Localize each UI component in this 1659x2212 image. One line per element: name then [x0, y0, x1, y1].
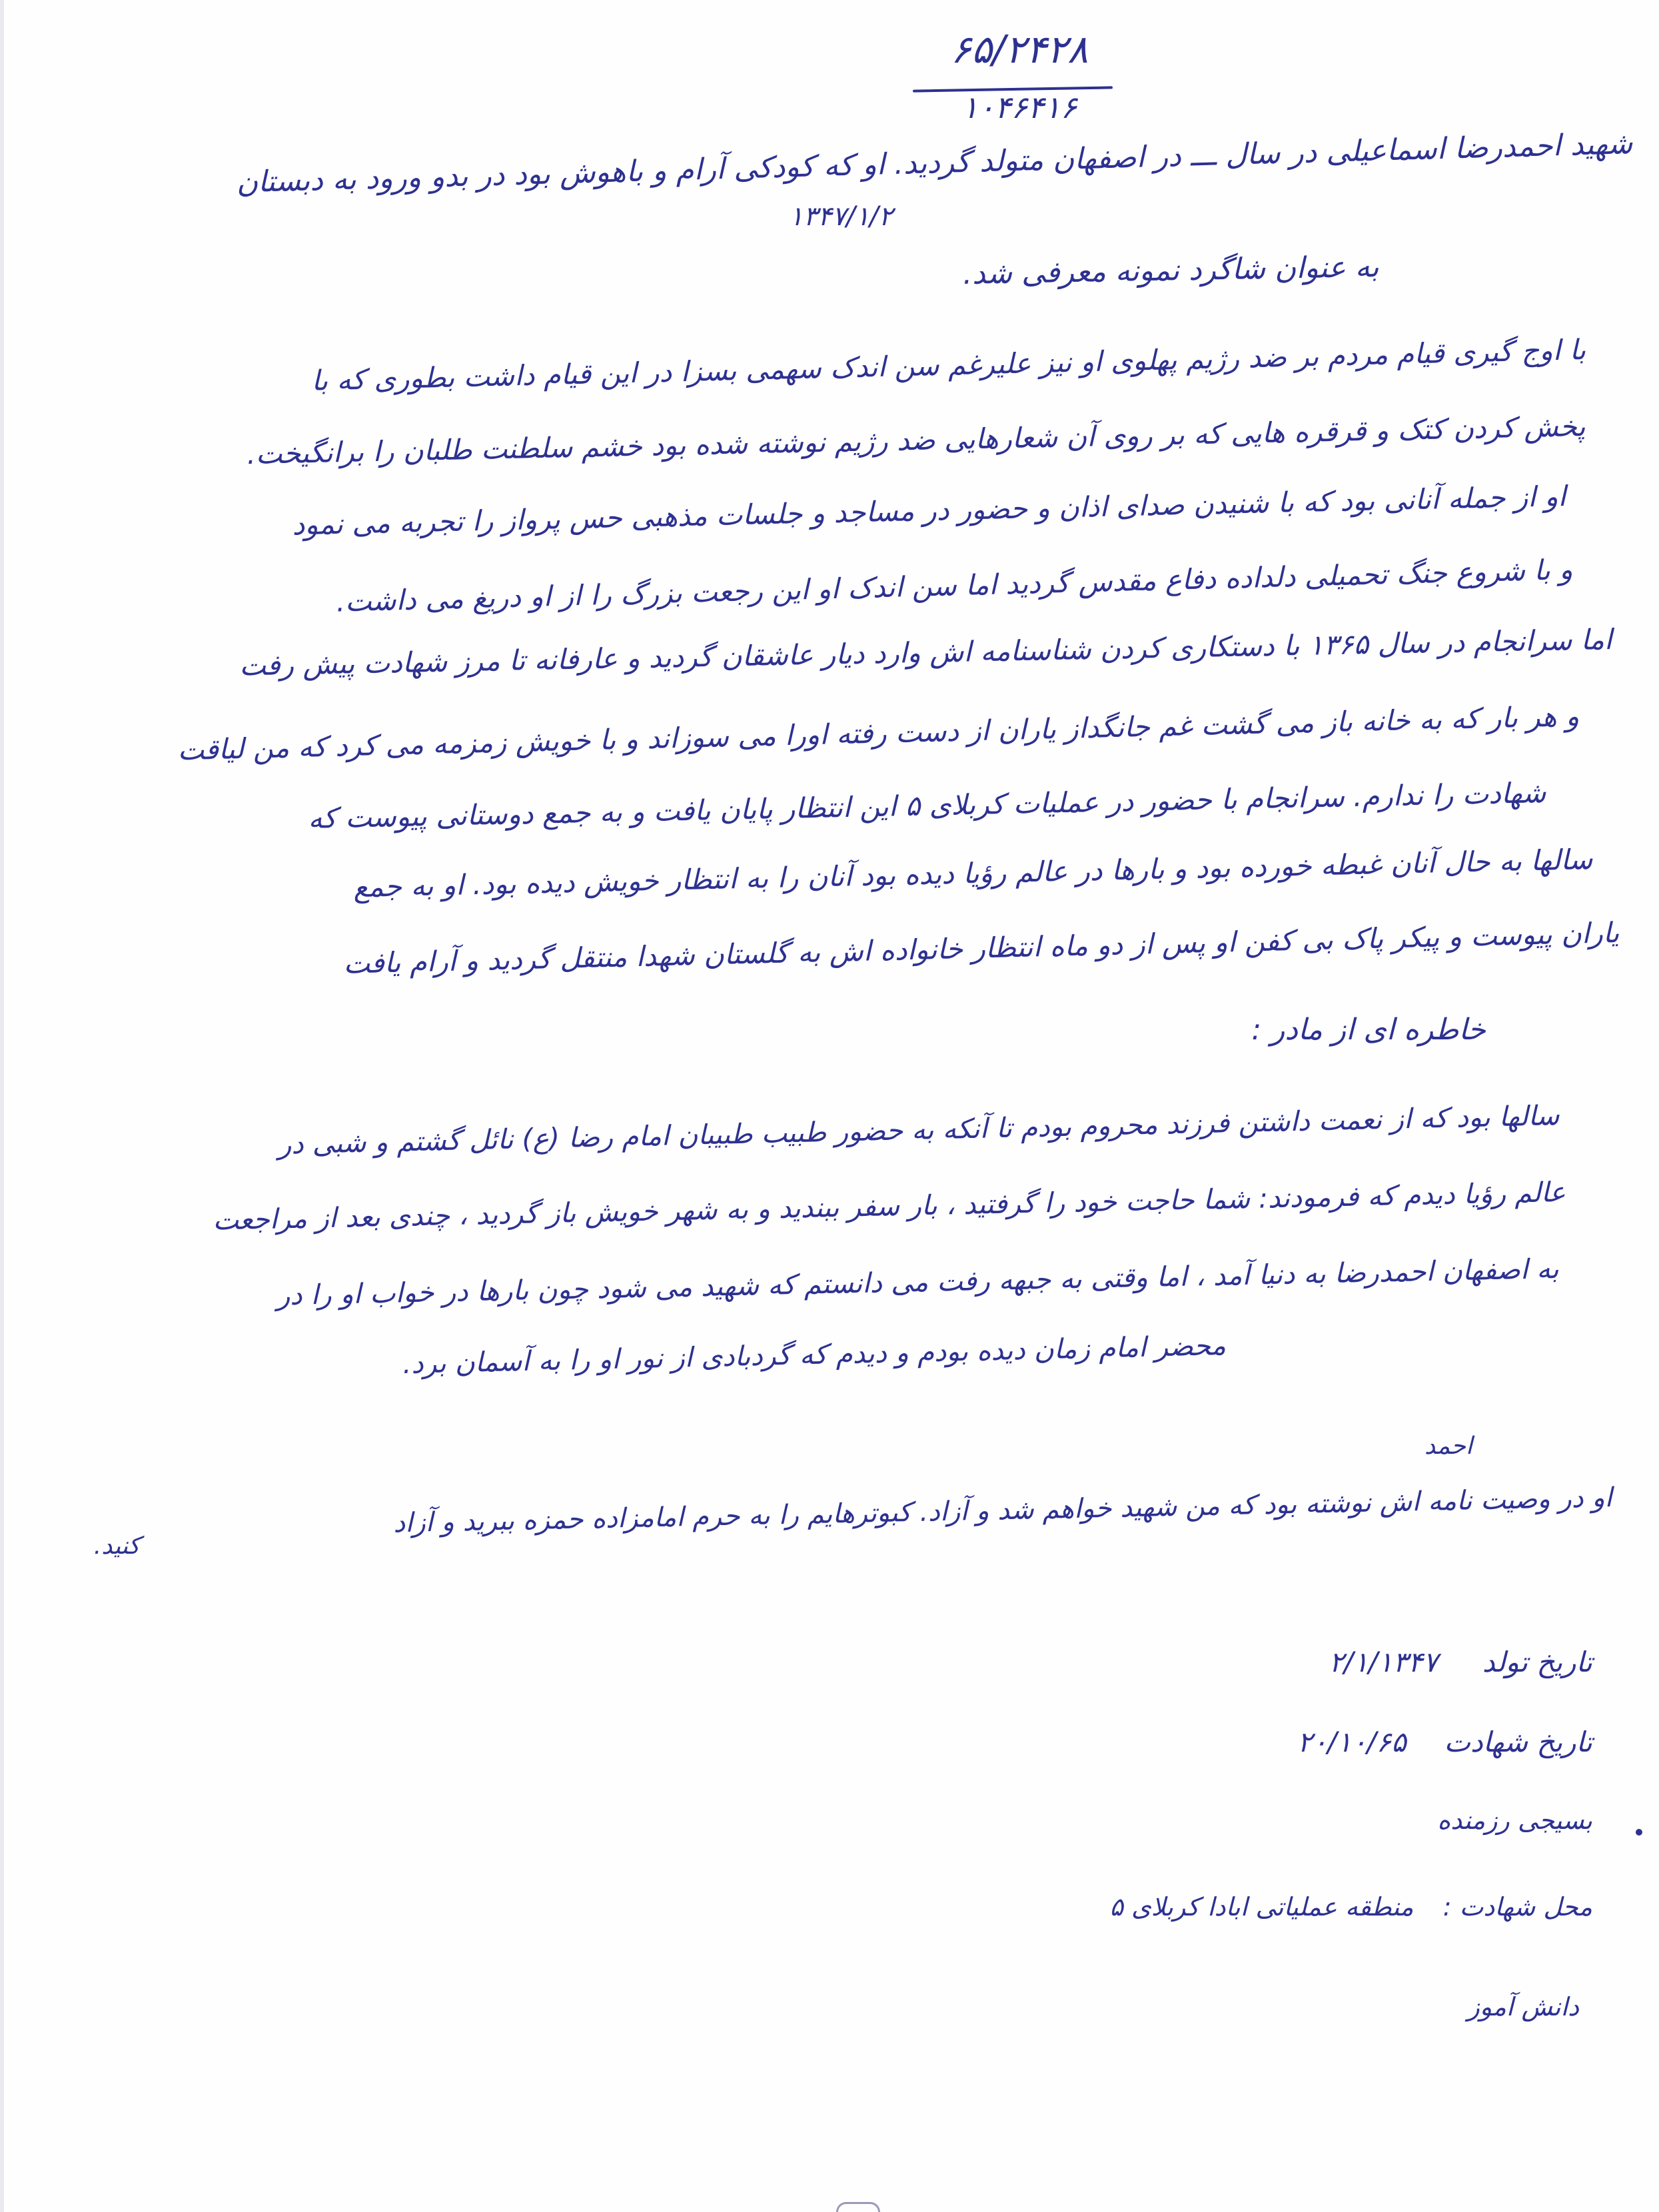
martyrdom-date-label: تاریخ شهادت: [1444, 1726, 1592, 1758]
memory-line: سالها بود که از نعمت داشتن فرزند محروم بودم تا آنکه به حضور طبیب طبیبان امام رضا (ع) نائل گشتم و شبی در: [277, 1099, 1560, 1161]
martyrdom-place-row: [1109, 1892, 1592, 1922]
birth-date-row: [1329, 1646, 1592, 1678]
biography-line: و با شروع جنگ تحمیلی دلداده دفاع مقدس گردید اما سن اندک او این رجعت بزرگ را از او دریغ می داشت.: [335, 553, 1573, 618]
biography-line: شهادت را ندارم. سرانجام با حضور در عملیات کربلای ۵ این انتظار پایان یافت و به جمع دوستانی پیوست که: [307, 776, 1546, 835]
biography-line: سالها به حال آنان غبطه خورده بود و بارها در عالم رؤیا دیده بود آنان را به انتظار خویش دیده بود. او به جمع: [352, 843, 1593, 904]
will-line-2: کنید.: [93, 1532, 140, 1560]
intro-line-2: به عنوان شاگرد نمونه معرفی شد.: [963, 250, 1380, 291]
memory-line: محضر امام زمان دیده بودم و دیدم که گردبادی از نور او را به آسمان برد.: [402, 1329, 1227, 1381]
unit-label: بسیجی رزمنده: [1437, 1806, 1592, 1835]
biography-line: یاران پیوست و پیکر پاک بی کفن او پس از دو ماه انتظار خانواده اش به گلستان شهدا منتقل گردید و آرام یافت: [342, 916, 1620, 980]
intro-birth-date: ۱۳۴۷/۱/۲: [789, 201, 893, 232]
biography-line: و هر بار که به خانه باز می گشت غم جانگداز یاران از دست رفته اورا می سوزاند و با خویش زمزمه می کرد که من لیاقت: [177, 700, 1580, 767]
archive-code-top: ۶۵/۲۴۲۸: [950, 27, 1089, 72]
birth-date-label: تاریخ تولد: [1482, 1646, 1592, 1678]
intro-line-1: شهید احمدرضا اسماعیلی در سال ـــ در اصفهان متولد گردید. او که کودکی آرام و باهوش بود در بدو ورود به دبستان: [235, 127, 1633, 200]
ink-dot: [1636, 1829, 1642, 1836]
martyrdom-date-row: [1297, 1726, 1592, 1758]
archive-code-bottom: ۱۰۴۶۴۱۶: [961, 89, 1077, 125]
page-tab-mark: [836, 2202, 880, 2212]
birth-date-value: ۲/۱/۱۳۴۷: [1329, 1646, 1438, 1678]
biography-line: او از جمله آنانی بود که با شنیدن صدای اذان و حضور در مساجد و جلسات مذهبی حس پرواز را تجربه می نمود: [291, 480, 1566, 542]
martyrdom-date-value: ۲۰/۱۰/۶۵: [1297, 1726, 1406, 1758]
will-insert: احمد: [1424, 1432, 1472, 1460]
will-line-1: او در وصیت نامه اش نوشته بود که من شهید خواهم شد و آزاد. کبوترهایم را به حرم امامزاده حمزه ببرید و آزاد: [393, 1482, 1613, 1539]
memory-line: عالم رؤیا دیدم که فرمودند: شما حاجت خود را گرفتید ، بار سفر ببندید و به شهر خویش باز گردید ، چندی بعد از مراجعت: [213, 1176, 1566, 1237]
biography-line: پخش کردن کتک و قرقره هایی که بر روی آن شعارهایی ضد رژیم نوشته شده بود خشم سلطنت طلبان را برانگیخت.: [247, 410, 1586, 471]
memory-line: به اصفهان احمدرضا به دنیا آمد ، اما وقتی به جبهه رفت می دانستم که شهید می شود چون بارها در خواب او را در: [276, 1253, 1560, 1312]
biography-line: اما سرانجام در سال ۱۳۶۵ با دستکاری کردن شناسنامه اش وارد دیار عاشقان گردید و عارفانه تا مرز شهادت پیش رفت: [239, 623, 1613, 682]
memory-heading: خاطره ای از مادر :: [1251, 1013, 1486, 1047]
occupation-label: دانش آموز: [1467, 1992, 1579, 2021]
page-edge: [0, 0, 4, 2212]
martyrdom-place-label: محل شهادت :: [1442, 1892, 1592, 1922]
biography-line: با اوج گیری قیام مردم بر ضد رژیم پهلوی او نیز علیرغم سن اندک سهمی بسزا در این قیام داشت بطوری که با: [310, 333, 1586, 397]
martyrdom-place-value: منطقه عملیاتی ابادا کربلای ۵: [1109, 1892, 1414, 1922]
